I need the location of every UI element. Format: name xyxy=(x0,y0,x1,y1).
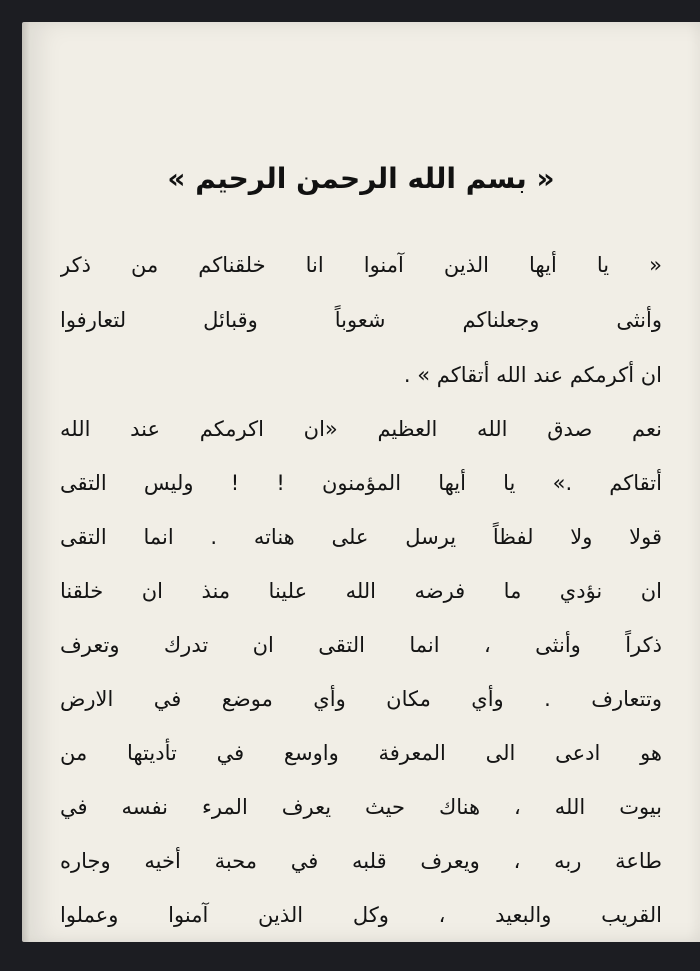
text-line: أتقاكم .» يا أيها المؤمنون ! ! وليس التقى xyxy=(60,471,662,495)
page-title: « بسم الله الرحمن الرحيم » xyxy=(167,162,555,195)
text-line: قولا ولا لفظاً يرسل على هناته . انما التقى xyxy=(60,525,662,549)
text-line: طاعة ربه ، ويعرف قلبه في محبة أخيه وجاره xyxy=(60,849,662,873)
body-paragraph xyxy=(60,402,662,942)
text-line: وتتعارف . وأي مكان وأي موضع في الارض xyxy=(60,687,662,711)
text-line: بيوت الله ، هناك حيث يعرف المرء نفسه في xyxy=(60,795,662,819)
text-line: القريب والبعيد ، وكل الذين آمنوا وعملوا xyxy=(60,903,662,927)
quran-verse-paragraph xyxy=(60,238,662,403)
text-line: هو ادعى الى المعرفة واوسع في تأديتها من xyxy=(60,741,662,765)
text-line: نعم صدق الله العظيم «ان اكرمكم عند الله xyxy=(60,417,662,441)
text-line: وأنثى وجعلناكم شعوباً وقبائل لتعارفوا xyxy=(60,308,662,332)
text-line: ان أكرمكم عند الله أتقاكم » . xyxy=(403,363,662,387)
text-line: ان نؤدي ما فرضه الله علينا منذ ان خلقنا xyxy=(60,579,662,603)
book-page xyxy=(22,22,700,942)
text-line: « يا أيها الذين آمنوا انا خلقناكم من ذكر xyxy=(60,253,662,277)
text-line: ذكراً وأنثى ، انما التقى ان تدرك وتعرف xyxy=(60,633,662,657)
